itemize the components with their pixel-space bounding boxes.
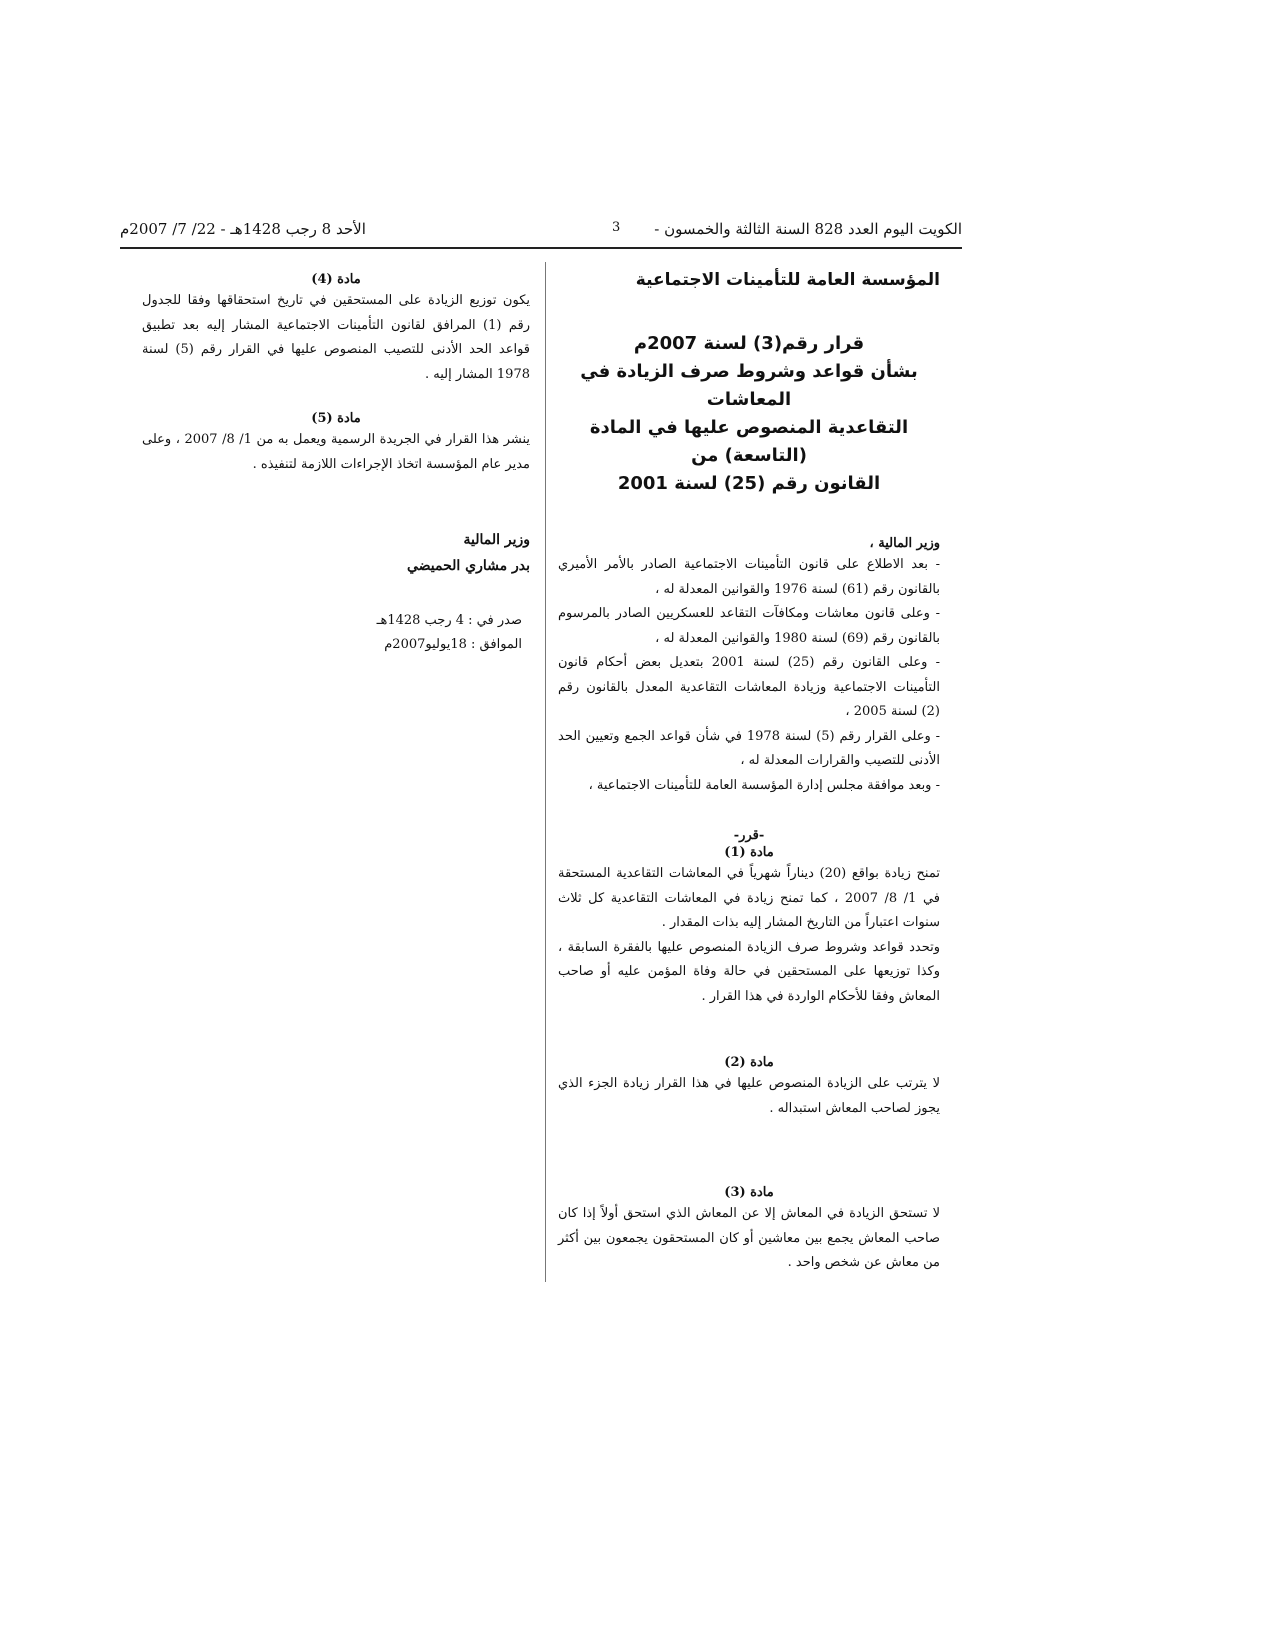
article-5-body: ينشر هذا القرار في الجريدة الرسمية ويعمل به من 1/ 8/ 2007 ، وعلى مدير عام المؤسسة اتخاذ الإجراءات اللازمة لتنفيذه . xyxy=(142,432,531,472)
decreed-heading: -قرر- xyxy=(733,828,765,843)
preamble-clause: - وعلى القانون رقم (25) لسنة 2001 بتعديل بعض أحكام قانون التأمينات الاجتماعية وزيادة المعاشات التقاعدية المعدل بالقانون رقم (2) لسنة 2005 ، xyxy=(558,655,940,719)
article-3-heading: مادة (3) xyxy=(724,1185,774,1200)
article-5 xyxy=(142,411,530,477)
right-column xyxy=(558,270,940,1276)
article-1-heading: مادة (1) xyxy=(724,845,774,860)
article-1-paragraph: تمنح زيادة بواقع (20) ديناراً شهرياً في المعاشات التقاعدية المستحقة في 1/ 8/ 2007 ، كما تمنح زيادة في المعاشات التقاعدية كل ثلاث سنوات اعتباراً من التاريخ المشار إليه بذات المقدار . xyxy=(558,866,940,930)
left-column xyxy=(142,272,530,657)
signature-title: وزير المالية xyxy=(463,532,530,548)
decision-title-line: التقاعدية المنصوص عليها في المادة (التاسعة) من xyxy=(589,417,909,466)
article-3-body: لا تستحق الزيادة في المعاش إلا عن المعاش الذي استحق أولاً إذا كان صاحب المعاش يجمع بين معاشين أو كان المستحقون يجمعون بين أكثر من معاش عن شخص واحد . xyxy=(558,1206,940,1270)
preamble-clause: - بعد الاطلاع على قانون التأمينات الاجتماعية الصادر بالأمر الأميري بالقانون رقم (61) لسنة 1976 والقوانين المعدلة له ، xyxy=(558,557,940,597)
decision-title-line: بشأن قواعد وشروط صرف الزيادة في المعاشات xyxy=(580,361,918,410)
article-2 xyxy=(558,1055,940,1121)
article-5-heading: مادة (5) xyxy=(311,411,361,426)
issued-date: صدر في : 4 رجب 1428هـ xyxy=(376,613,522,628)
preamble-clause: - وعلى قانون معاشات ومكافآت التقاعد للعسكريين الصادر بالمرسوم بالقانون رقم (69) لسنة 1980 والقوانين المعدلة له ، xyxy=(558,606,940,646)
article-1-body xyxy=(558,862,940,1009)
header-rule xyxy=(120,247,962,249)
article-2-heading: مادة (2) xyxy=(724,1055,774,1070)
article-4 xyxy=(142,272,530,387)
article-4-body: يكون توزيع الزيادة على المستحقين في تاريخ استحقاقها وفقا للجدول رقم (1) المرافق لقانون التأمينات الاجتماعية المشار إليه بعد تطبيق قواعد الحد الأدنى للتصيب المنصوص عليها في القرار رقم (5) لسنة 1978 المشار إليه . xyxy=(142,293,530,382)
article-3 xyxy=(558,1185,940,1276)
article-1-paragraph: وتحدد قواعد وشروط صرف الزيادة المنصوص عليها بالفقرة السابقة ، وكذا توزيعها على المستحقين في حالة وفاة المؤمن عليه أو صاحب المعاش وفقا للأحكام الواردة في هذا القرار . xyxy=(558,939,940,1004)
column-divider xyxy=(545,262,546,1282)
article-1 xyxy=(558,845,940,1009)
article-2-body: لا يترتب على الزيادة المنصوص عليها في هذا القرار زيادة الجزء الذي يجوز لصاحب المعاش استبداله . xyxy=(558,1076,940,1116)
preamble-clause: - وبعد موافقة مجلس إدارة المؤسسة العامة للتأمينات الاجتماعية ، xyxy=(588,777,940,793)
article-4-heading: مادة (4) xyxy=(311,272,361,287)
header-date: الأحد 8 رجب 1428هـ - 22/ 7/ 2007م xyxy=(120,220,366,238)
issue-date-block xyxy=(142,609,530,657)
decision-title-line: قرار رقم(3) لسنة 2007م xyxy=(633,333,865,354)
header-publication: الكويت اليوم العدد 828 السنة الثالثة والخمسون - xyxy=(654,220,962,238)
preamble-clause: - وعلى القرار رقم (5) لسنة 1978 في شأن قواعد الجمع وتعيين الحد الأدنى للتصيب والقرارات المعدلة له ، xyxy=(558,728,940,768)
minister-heading: وزير المالية ، xyxy=(869,536,940,551)
header-page-number: 3 xyxy=(612,220,621,235)
preamble xyxy=(558,553,940,798)
decision-title-line: القانون رقم (25) لسنة 2001 xyxy=(617,473,881,494)
organization-name: المؤسسة العامة للتأمينات الاجتماعية xyxy=(635,270,940,290)
signature-name: بدر مشاري الحميضي xyxy=(406,558,530,574)
decision-title xyxy=(558,330,940,498)
signature-block xyxy=(142,527,530,579)
corresponding-date: الموافق : 18يوليو2007م xyxy=(384,637,522,652)
